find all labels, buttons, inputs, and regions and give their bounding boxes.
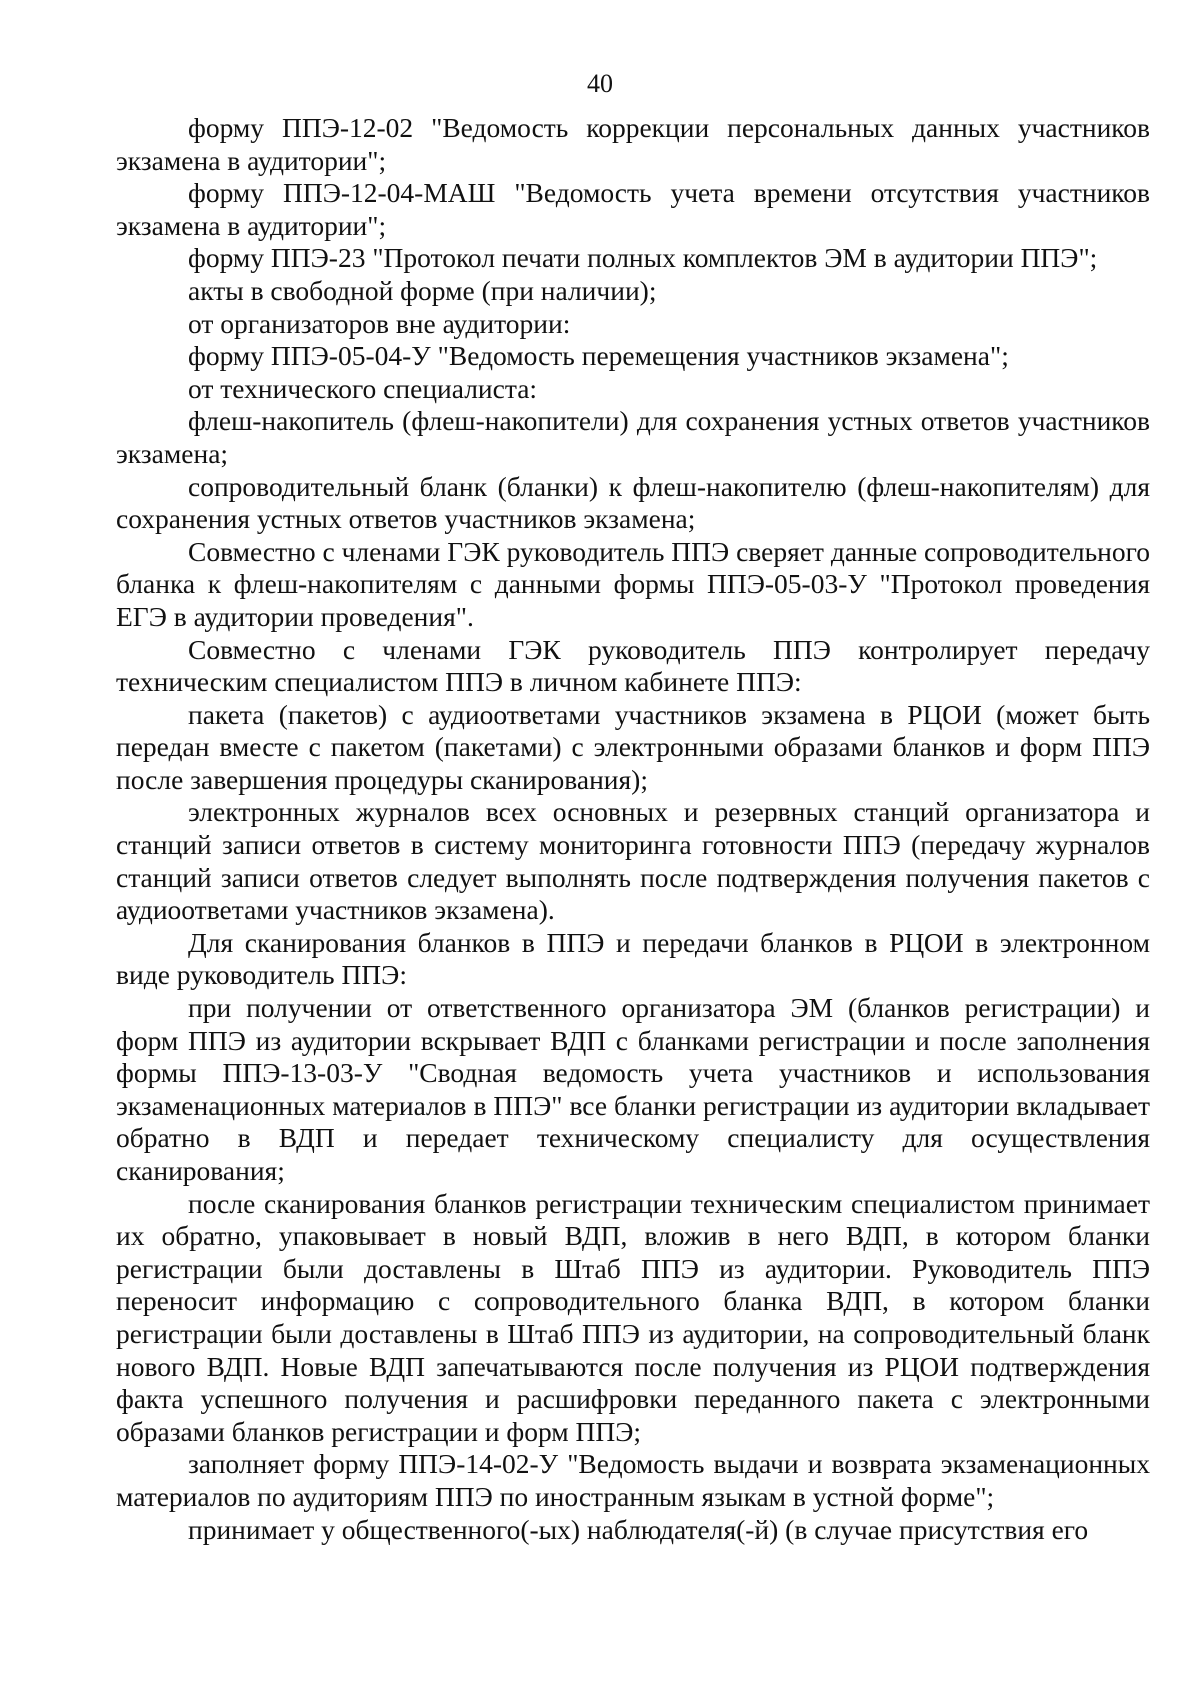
- paragraph: электронных журналов всех основных и резервных станций организатора и станций записи ответов в систему мониторинга готовности ППЭ (передачу журналов станций записи ответов следует выполнять после подтверждения получения пакетов с аудиоответами участников экзамена).: [116, 796, 1150, 926]
- paragraph: сопроводительный бланк (бланки) к флеш-накопителю (флеш-накопителям) для сохранения устных ответов участников экзамена;: [116, 470, 1150, 535]
- paragraph: принимает у общественного(-ых) наблюдателя(-й) (в случае присутствия его: [188, 1513, 1089, 1545]
- paragraph: флеш-накопитель (флеш-накопители) для сохранения устных ответов участников экзамена;: [116, 405, 1150, 469]
- paragraph: форму ППЭ-12-04-МАШ "Ведомость учета времени отсутствия участников экзамена в аудитории";: [116, 177, 1150, 241]
- paragraph: заполняет форму ППЭ-14-02-У "Ведомость выдачи и возврата экзаменационных материалов по аудиториям ППЭ по иностранным языкам в устной форме";: [116, 1448, 1150, 1512]
- document-body: [116, 112, 1150, 1546]
- paragraph: акты в свободной форме (при наличии);: [188, 274, 657, 306]
- paragraph: форму ППЭ-23 "Протокол печати полных комплектов ЭМ в аудитории ППЭ";: [188, 242, 1098, 274]
- paragraph: при получении от ответственного организатора ЭМ (бланков регистрации) и форм ППЭ из аудитории вскрывает ВДП с бланками регистрации и после заполнения формы ППЭ-13-03-У "Сводная ведомость учета участников и использования экзаменационных материалов в ППЭ" все бланки регистрации из аудитории вкладывает обратно в ВДП и передает техническому специалисту для осуществления сканирования;: [116, 992, 1150, 1186]
- paragraph: форму ППЭ-12-02 "Ведомость коррекции персональных данных участников экзамена в аудитории";: [116, 112, 1150, 176]
- paragraph: форму ППЭ-05-04-У "Ведомость перемещения участников экзамена";: [188, 340, 1009, 372]
- paragraph: Совместно с членами ГЭК руководитель ППЭ контролирует передачу техническим специалистом ППЭ в личном кабинете ППЭ:: [116, 633, 1150, 698]
- page-number: 40: [587, 69, 613, 98]
- paragraph: от технического специалиста:: [188, 372, 538, 404]
- paragraph: от организаторов вне аудитории:: [188, 307, 571, 339]
- paragraph: Совместно с членами ГЭК руководитель ППЭ сверяет данные сопроводительного бланка к флеш-накопителям с данными формы ППЭ-05-03-У "Протокол проведения ЕГЭ в аудитории проведения".: [116, 535, 1150, 632]
- paragraph: после сканирования бланков регистрации техническим специалистом принимает их обратно, упаковывает в новый ВДП, вложив в него ВДП, в котором бланки регистрации были доставлены в Штаб ППЭ из аудитории. Руководитель ППЭ переносит информацию с сопроводительного бланка ВДП, в котором бланки регистрации были доставлены в Штаб ППЭ из аудитории, на сопроводительный бланк нового ВДП. Новые ВДП запечатываются после получения из РЦОИ подтверждения факта успешного получения и расшифровки переданного пакета с электронными образами бланков регистрации и форм ППЭ;: [116, 1187, 1150, 1447]
- paragraph: Для сканирования бланков в ППЭ и передачи бланков в РЦОИ в электронном виде руководитель ППЭ:: [116, 926, 1150, 991]
- paragraph: пакета (пакетов) с аудиоответами участников экзамена в РЦОИ (может быть передан вместе с пакетом (пакетами) с электронными образами бланков и форм ППЭ после завершения процедуры сканирования);: [116, 698, 1150, 795]
